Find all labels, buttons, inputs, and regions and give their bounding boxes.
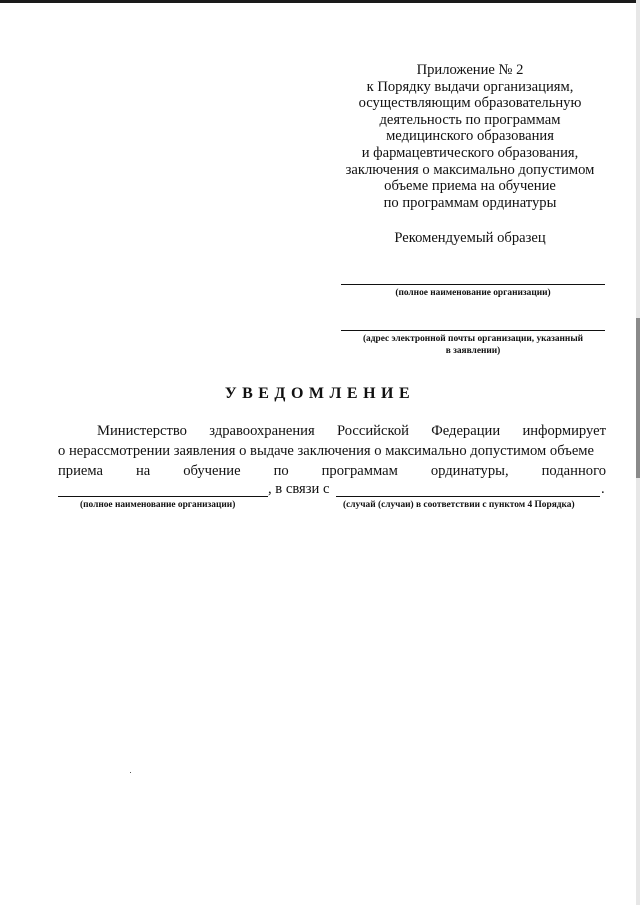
recommended-sample-label: Рекомендуемый образец — [394, 230, 546, 247]
org-email-line — [341, 330, 605, 331]
appendix-line: объеме приема на обучение — [384, 178, 556, 195]
notice-case-caption: (случай (случаи) в соответствии с пунктом 4 Порядка) — [343, 500, 575, 510]
notice-title: УВЕДОМЛЕНИЕ — [224, 385, 416, 402]
word: на — [135, 463, 151, 479]
notice-line-1 — [97, 421, 606, 441]
notice-end-period: . — [601, 481, 605, 497]
word: программам — [321, 463, 398, 479]
word: обучение — [183, 463, 241, 479]
word: приема — [58, 463, 104, 479]
word: поданного — [541, 463, 606, 479]
word: здравоохранения — [209, 423, 315, 439]
notice-line-3 — [58, 461, 606, 481]
appendix-line: деятельность по программам — [379, 111, 561, 128]
scan-speck — [130, 772, 131, 773]
appendix-line: по программам ординатуры — [383, 194, 557, 211]
scan-edge-top — [0, 0, 640, 3]
notice-connector: , в связи с — [268, 481, 330, 497]
appendix-line: медицинского образования — [386, 128, 554, 145]
word: по — [273, 463, 289, 479]
notice-org-caption: (полное наименование организации) — [80, 500, 236, 510]
org-name-line — [341, 284, 605, 285]
appendix-line: и фармацевтического образования, — [361, 144, 579, 161]
notice-line-2: о нерассмотрении заявления о выдаче заключения о максимально допустимом объеме — [58, 443, 595, 459]
word: Министерство — [97, 423, 187, 439]
org-name-blank — [58, 496, 268, 497]
case-blank — [336, 496, 600, 497]
appendix-line: к Порядку выдачи организациям, — [366, 78, 574, 95]
word: Федерации — [431, 423, 501, 439]
word: ординатуры, — [430, 463, 509, 479]
appendix-header — [320, 62, 620, 247]
appendix-number: Приложение № 2 — [416, 62, 524, 78]
org-email-caption: в заявлении) — [445, 346, 501, 356]
word: Российской — [337, 423, 409, 439]
word: информирует — [522, 423, 606, 439]
org-name-caption: (полное наименование организации) — [395, 288, 551, 298]
appendix-line: заключения о максимально допустимом — [345, 161, 595, 178]
appendix-line: осуществляющим образовательную — [358, 95, 582, 112]
org-email-caption: (адрес электронной почты организации, указанный — [362, 334, 584, 344]
